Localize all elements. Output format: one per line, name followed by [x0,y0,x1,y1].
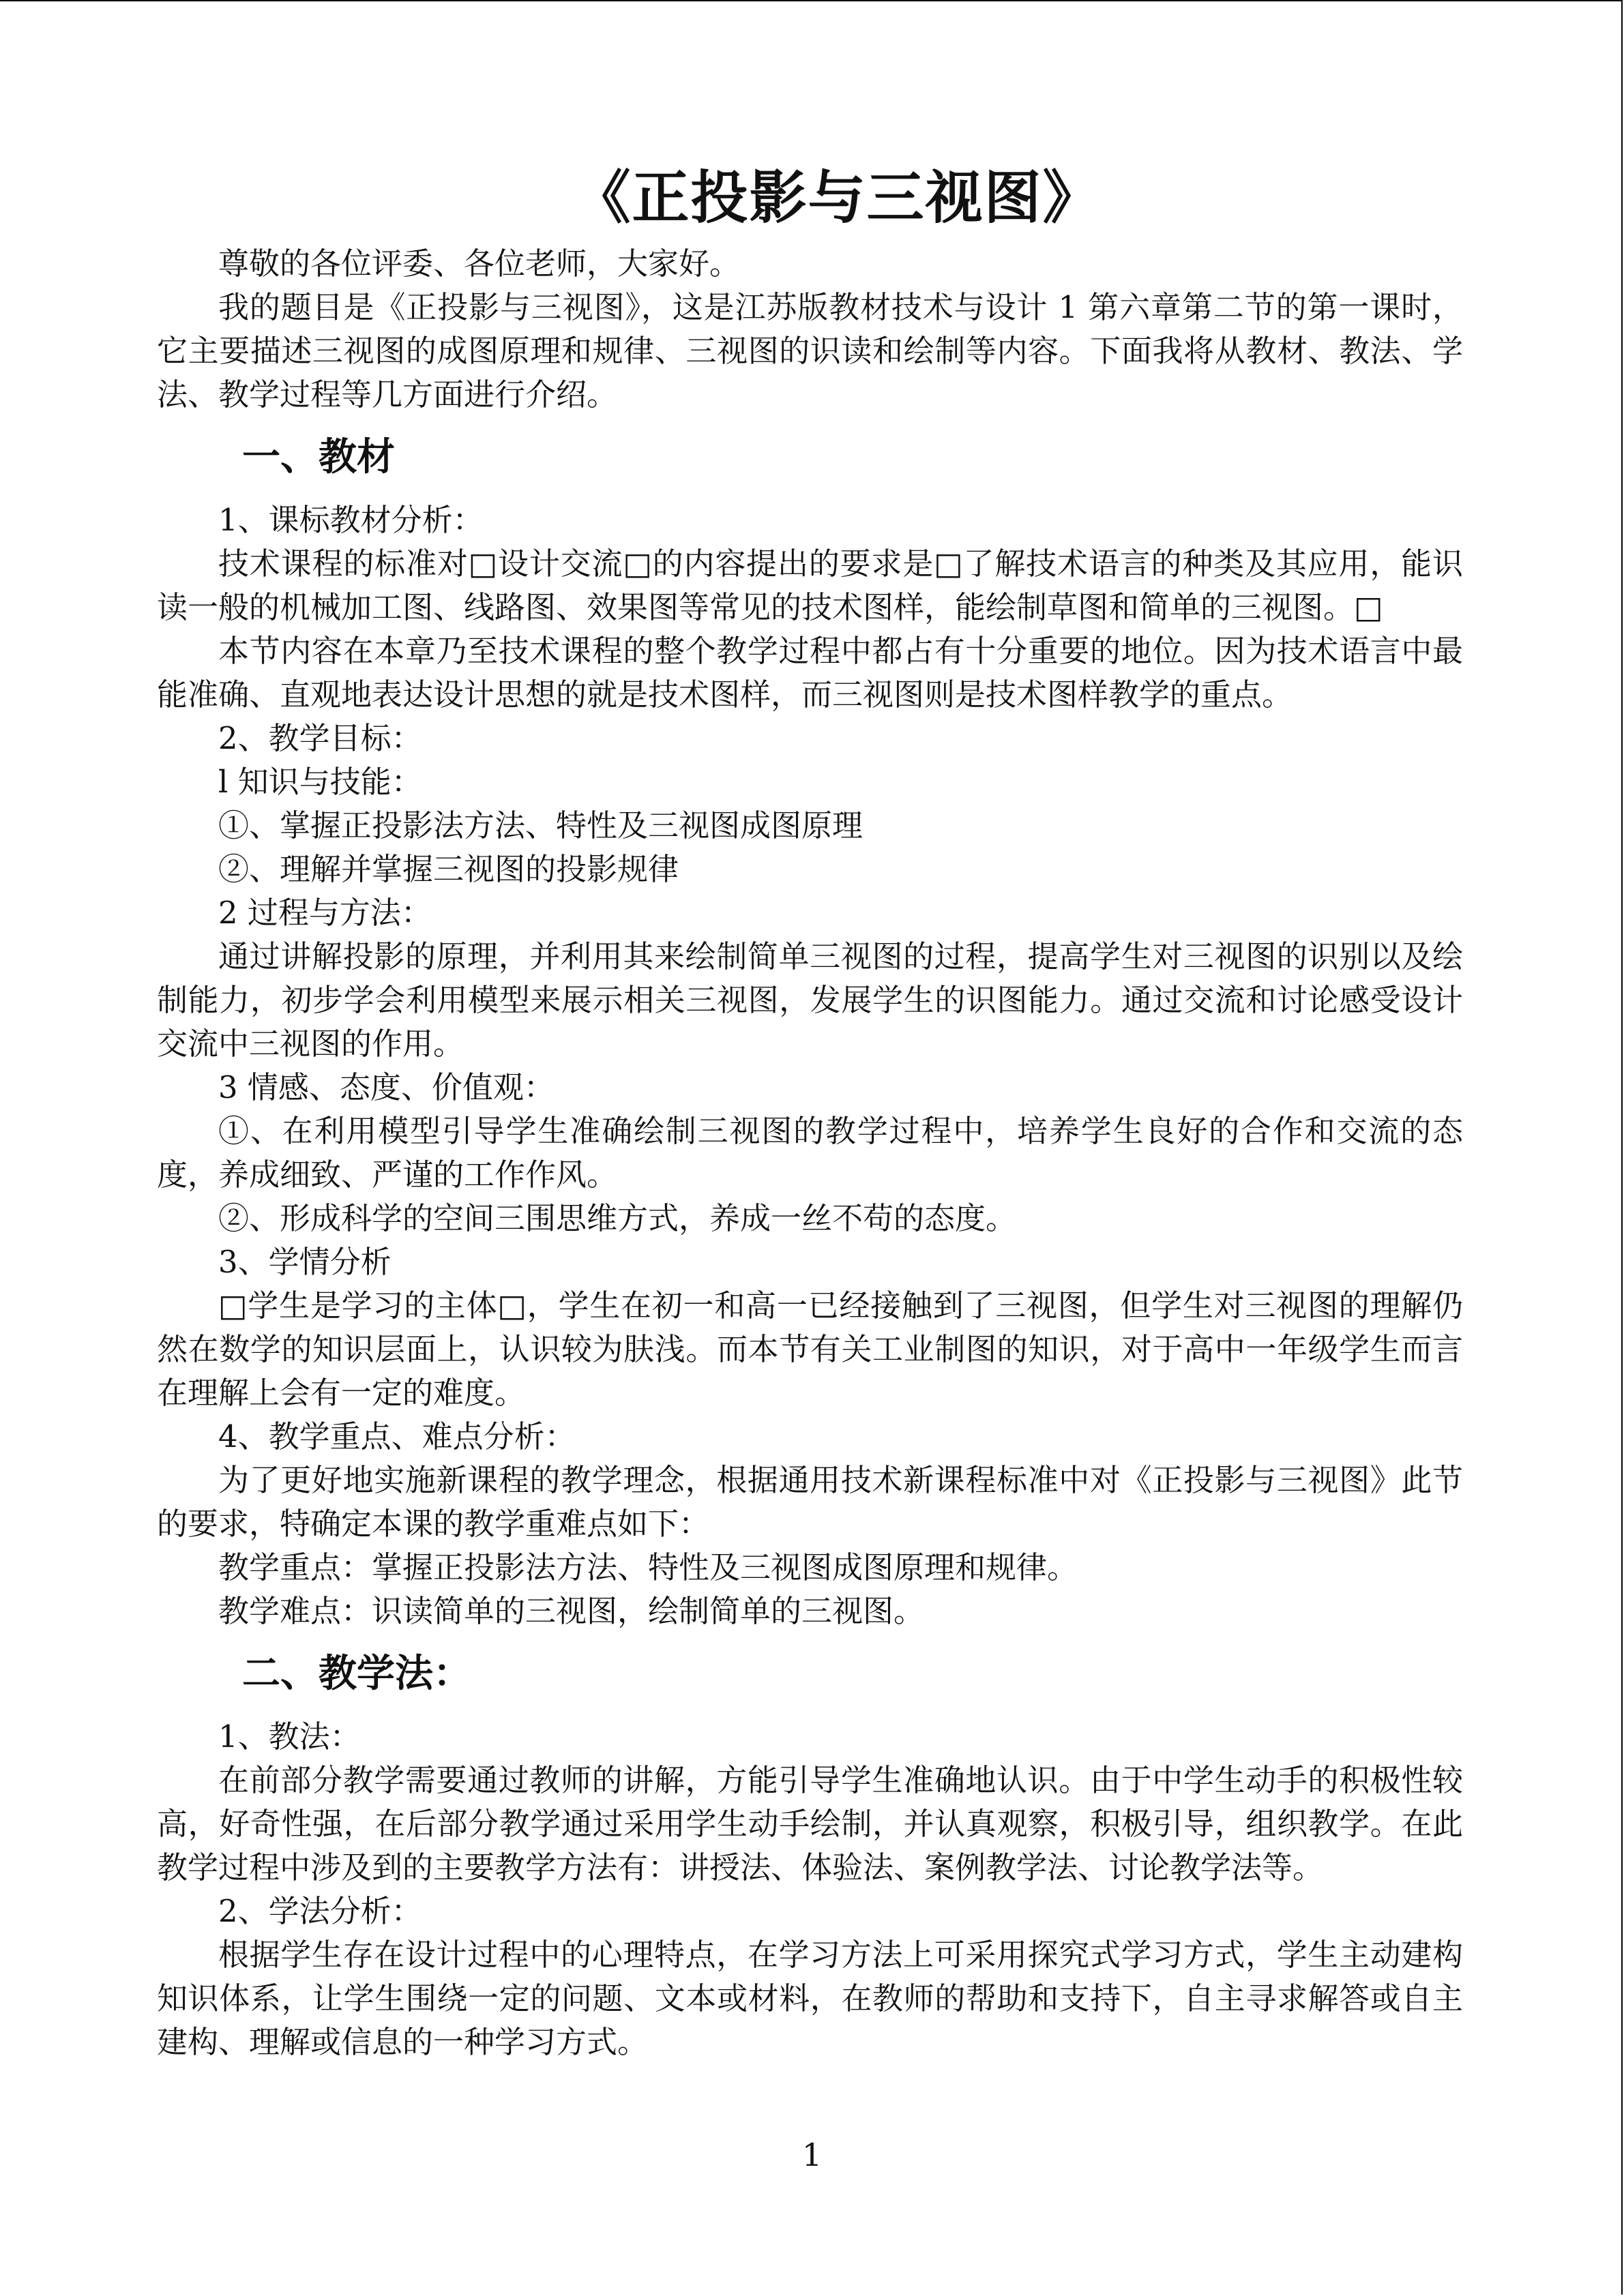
paragraph: 为了更好地实施新课程的教学理念，根据通用技术新课程标准中对《正投影与三视图》此节的要求，特确定本课的教学重难点如下： [157,1462,1463,1542]
subsection-title: 2、学法分析： [218,1893,422,1929]
greeting-paragraph: 尊敬的各位评委、各位老师，大家好。 [218,245,741,282]
goal-item: ①、在利用模型引导学生准确绘制三视图的教学过程中，培养学生良好的合作和交流的态度，养成细致、严谨的工作作风。 [157,1113,1463,1193]
goal-item: ②、形成科学的空间三围思维方式，养成一丝不苟的态度。 [218,1200,1017,1236]
document-title: 《正投影与三视图》 [573,164,1102,231]
paragraph: 通过讲解投影的原理，并利用其来绘制简单三视图的过程，提高学生对三视图的识别以及绘制能力，初步学会利用模型来展示相关三视图，发展学生的识图能力。通过交流和讨论感受设计交流中三视图的作用。 [157,938,1463,1062]
subsection-title: 2、教学目标： [218,720,422,756]
intro-paragraph: 我的题目是《正投影与三视图》，这是江苏版教材技术与设计 1 第六章第二节的第一课时，它主要描述三视图的成图原理和规律、三视图的识读和绘制等内容。下面我将从教材、教法、学法、教学过程等几方面进行介绍。 [157,289,1463,413]
section-heading-methods: 二、教学法： [242,1652,471,1696]
goal-title: 3 情感、态度、价值观： [218,1069,555,1105]
paragraph: □学生是学习的主体□，学生在初一和高一已经接触到了三视图，但学生对三视图的理解仍然在数学的知识层面上，认识较为肤浅。而本节有关工业制图的知识，对于高中一年级学生而言在理解上会有一定的难度。 [157,1287,1463,1411]
subsection-title: 3、学情分析 [218,1244,392,1280]
goal-title: l 知识与技能： [218,764,422,800]
paragraph: 根据学生存在设计过程中的心理特点，在学习方法上可采用探究式学习方式，学生主动建构知识体系，让学生围绕一定的问题、文本或材料，在教师的帮助和支持下，自主寻求解答或自主建构、理解或信息的一种学习方式。 [157,1937,1463,2060]
subsection-title: 4、教学重点、难点分析： [218,1418,576,1455]
page-number: 1 [801,2136,823,2173]
subsection-title: 1、课标教材分析： [218,502,484,538]
paragraph: 技术课程的标准对□设计交流□的内容提出的要求是□了解技术语言的种类及其应用，能识读一般的机械加工图、线路图、效果图等常见的技术图样，能绘制草图和简单的三视图。□ [157,546,1463,625]
goal-item: ①、掌握正投影法方法、特性及三视图成图原理 [218,807,863,844]
paragraph: 本节内容在本章乃至技术课程的整个教学过程中都占有十分重要的地位。因为技术语言中最能准确、直观地表达设计思想的就是技术图样，而三视图则是技术图样教学的重点。 [157,633,1463,713]
subsection-title: 1、教法： [218,1718,361,1755]
document-body [157,153,1463,2064]
key-point: 教学重点：掌握正投影法方法、特性及三视图成图原理和规律。 [218,1549,1078,1585]
section-heading-textbook: 一、教材 [242,435,395,479]
goal-item: ②、理解并掌握三视图的投影规律 [218,851,679,887]
paragraph: 在前部分教学需要通过教师的讲解，方能引导学生准确地认识。由于中学生动手的积极性较高，好奇性强，在后部分教学通过采用学生动手绘制，并认真观察，积极引导，组织教学。在此教学过程中涉及到的主要教学方法有：讲授法、体验法、案例教学法、讨论教学法等。 [157,1762,1463,1885]
difficult-point: 教学难点：识读简单的三视图，绘制简单的三视图。 [218,1593,925,1629]
goal-title: 2 过程与方法： [218,895,432,931]
